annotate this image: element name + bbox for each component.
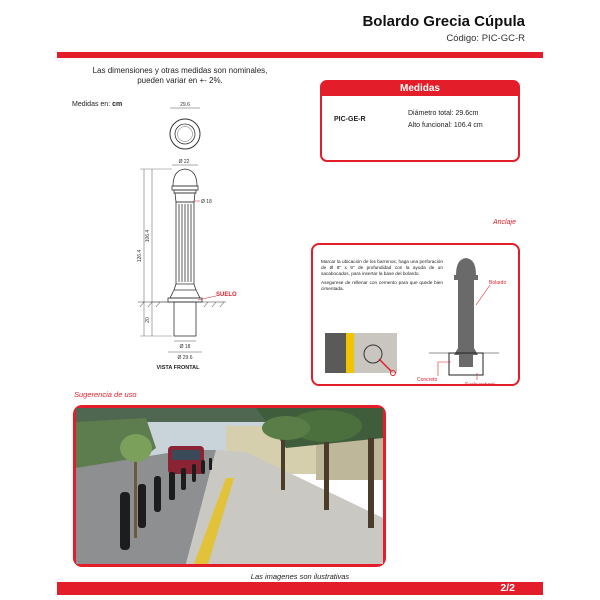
anclaje-text-1: Marcar la ubicación de los barrenos, haga una perforación de Ø 8" x 9" de profundidad con la ayuda de un sacabocados, para insertar la base del bolardo. xyxy=(321,259,443,276)
bottom-diameter-label: Ø 29.6 xyxy=(177,355,193,361)
ground-label: SUELO xyxy=(216,292,237,298)
anclaje-label: Anclaje xyxy=(493,219,516,226)
concreto-label: Concreto xyxy=(417,377,438,383)
bollard-silhouette xyxy=(454,258,478,367)
bollard-front-view xyxy=(168,169,202,336)
total-height-label: 126.4 xyxy=(137,249,143,263)
anclaje-text-2: Asegurese de rellenar con cemento para que quede bien cimentada. xyxy=(321,280,443,291)
units-text: Medidas en: xyxy=(72,101,111,108)
document-title: Bolardo Grecia Cúpula xyxy=(362,13,525,30)
suelo-natural-label: Suelo natural xyxy=(465,382,495,388)
top-view-diameter: 29.6 xyxy=(180,102,190,108)
note-line-2: pueden variar en +- 2%. xyxy=(137,76,223,85)
top-view-inner-circle xyxy=(175,124,195,144)
units-value: cm xyxy=(112,101,123,108)
medidas-heading: Medidas xyxy=(322,82,518,96)
footer-bar xyxy=(57,582,543,595)
shaft-diameter-label: Ø 18 xyxy=(201,199,212,205)
medidas-model: PIC-GE-R xyxy=(334,116,366,123)
bolardo-label: Bolardo xyxy=(489,280,507,286)
anclaje-box xyxy=(311,243,520,386)
units-label xyxy=(72,101,122,108)
photo-caption: Las imagenes son ilustrativas xyxy=(250,572,350,581)
usage-photo xyxy=(73,405,386,567)
product-code: Código: PIC-GC-R xyxy=(446,33,525,44)
ground-line xyxy=(138,302,226,307)
medidas-box xyxy=(320,80,520,162)
anclaje-diagram xyxy=(313,245,518,388)
page-number: 2/2 xyxy=(500,582,515,594)
note-line-1: Las dimensiones y otras medidas son nominales, xyxy=(92,66,268,75)
dimensions-note xyxy=(60,66,300,86)
base-diameter-label: Ø 18 xyxy=(179,344,191,350)
medidas-height: Alto funcional: 106.4 cm xyxy=(408,122,483,129)
functional-height-label: 106.4 xyxy=(145,229,151,243)
embed-depth-label: 20 xyxy=(145,317,151,323)
header-divider xyxy=(57,52,543,58)
view-label: VISTA FRONTAL xyxy=(156,365,200,371)
sugerencia-label: Sugerencia de uso xyxy=(74,390,137,399)
cap-diameter-label: Ø 22 xyxy=(178,159,190,165)
street-scene xyxy=(76,408,383,564)
medidas-diameter: Diámetro total: 29.6cm xyxy=(408,110,479,117)
technical-drawing xyxy=(128,98,240,373)
top-view-outer-circle xyxy=(170,119,200,149)
